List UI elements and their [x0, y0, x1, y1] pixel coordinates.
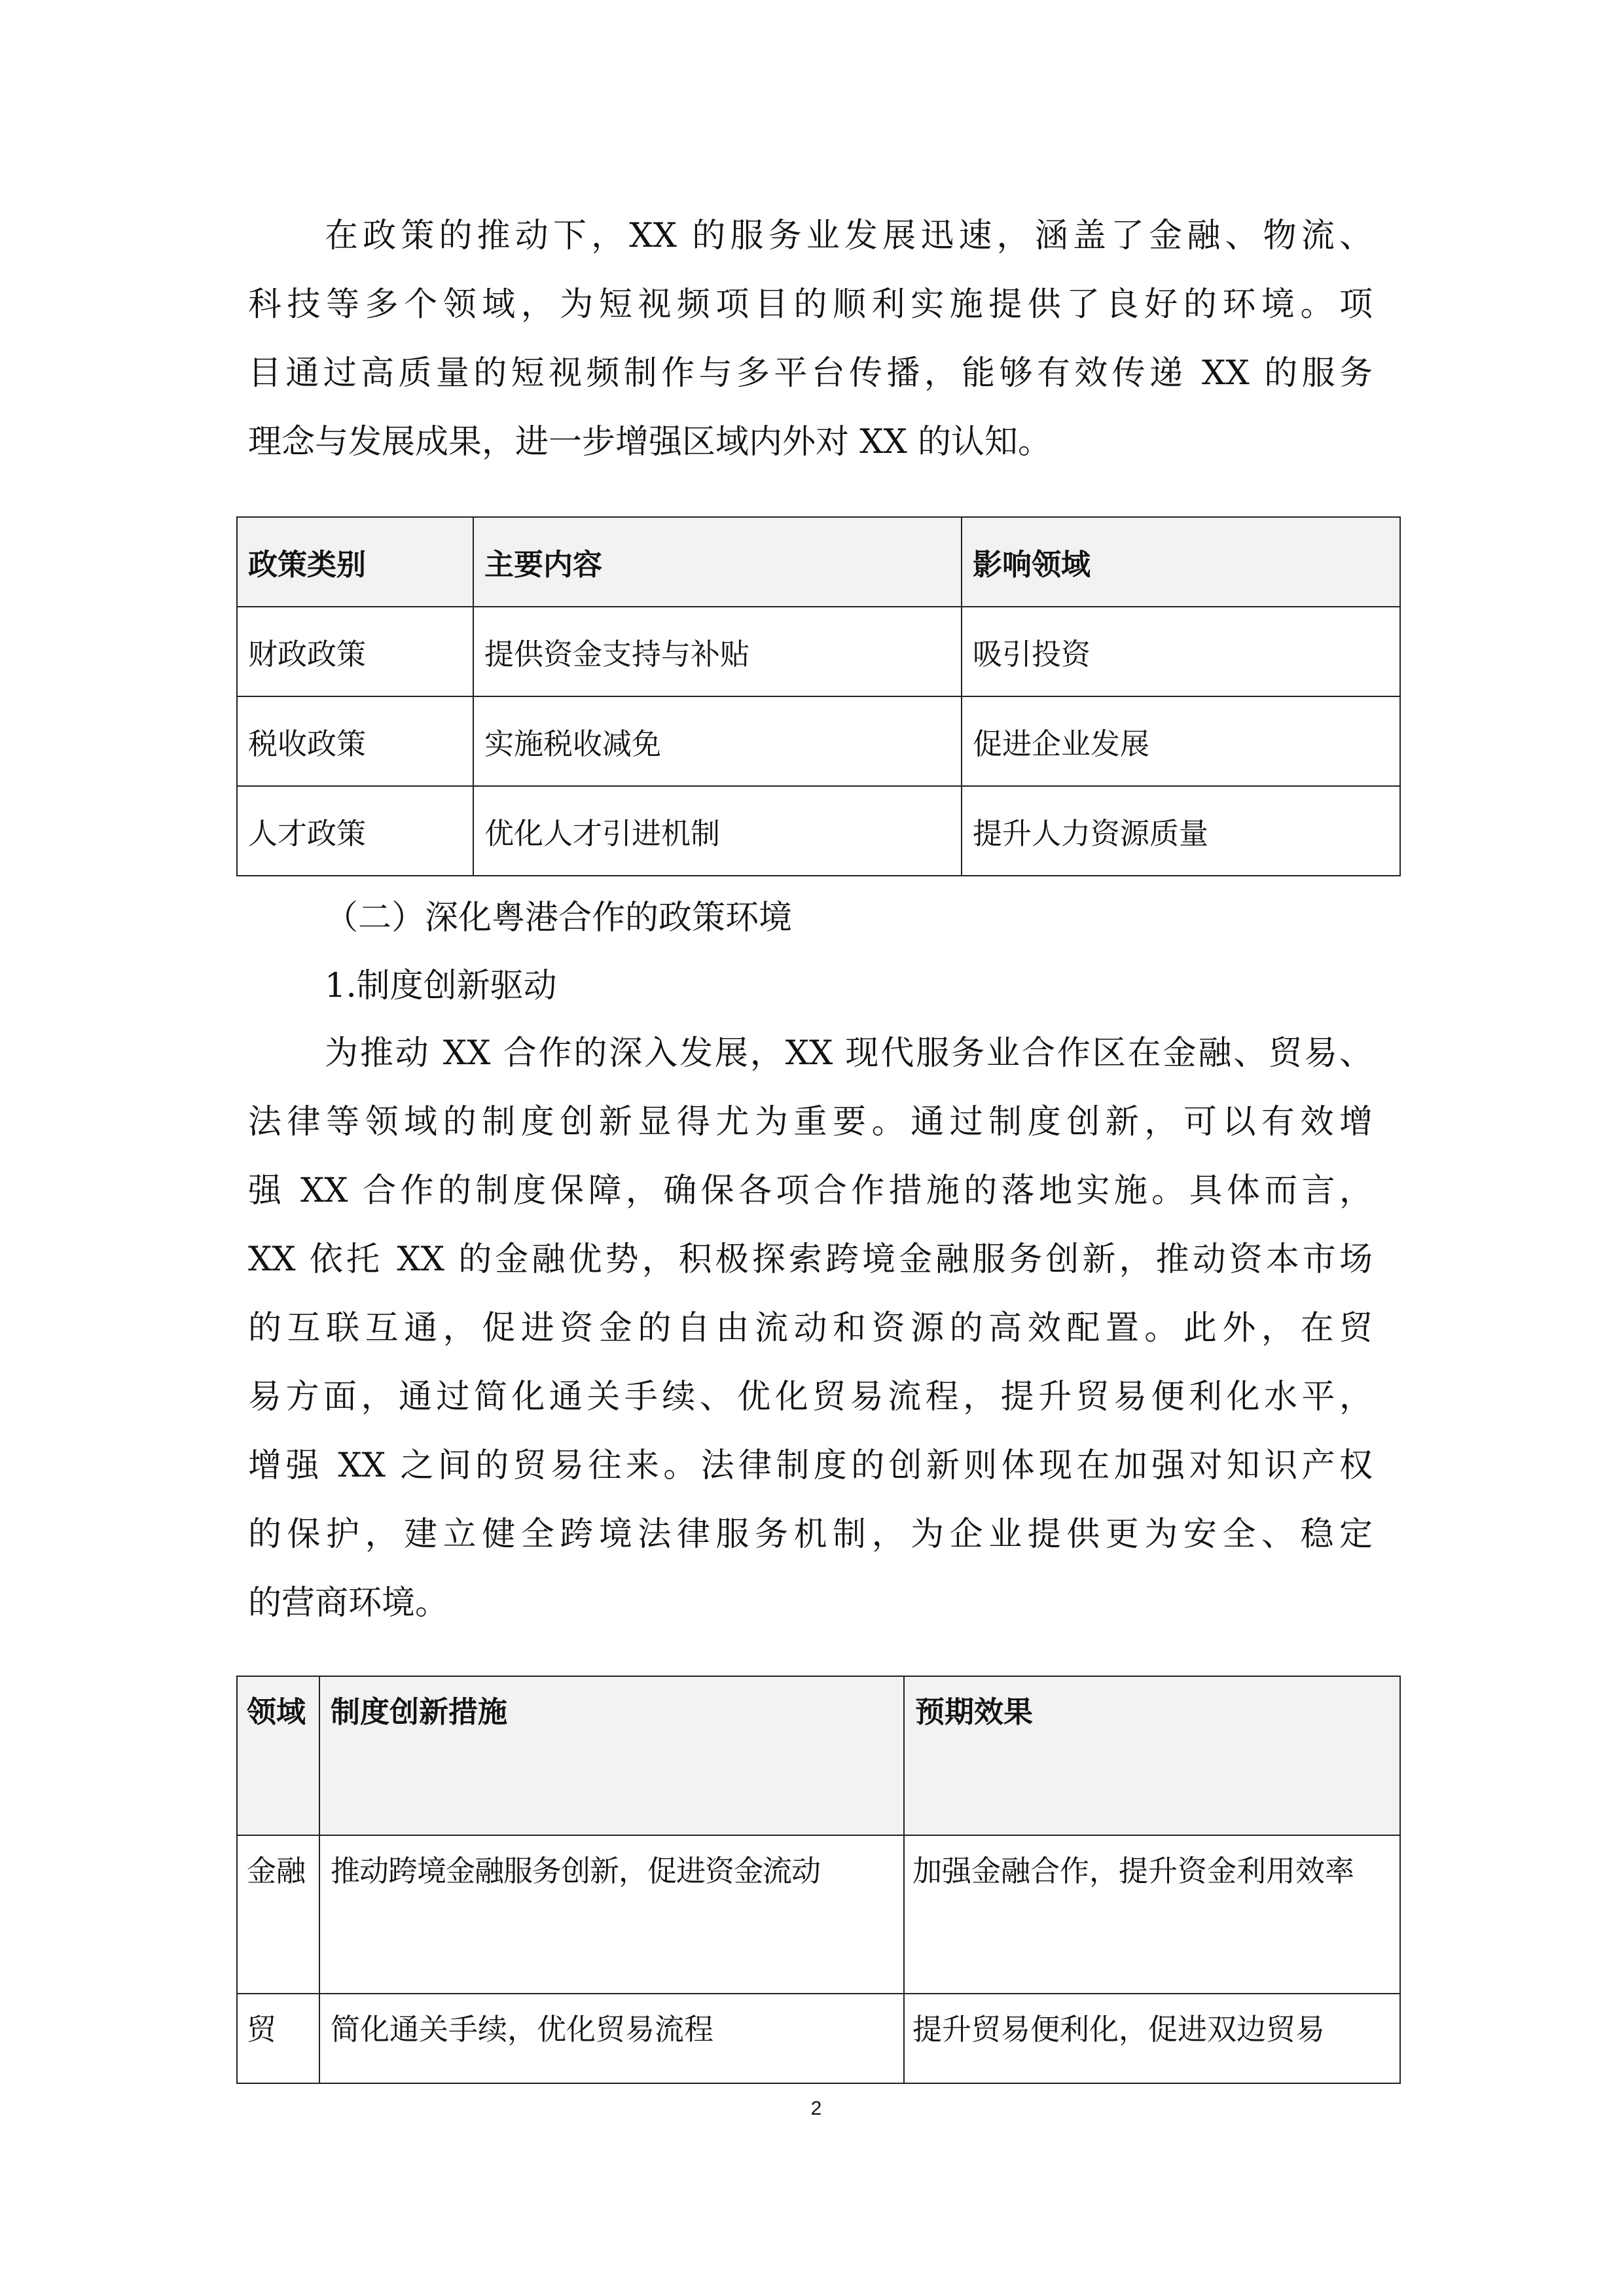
paragraph-line: 增强 XX 之间的贸易往来。法律制度的创新则体现在加强对知识产权 [248, 1446, 1373, 1485]
table-cell: 推动跨境金融服务创新，促进资金流动 [319, 1835, 904, 1994]
paragraph-line: 为推动 XX 合作的深入发展，XX 现代服务业合作区在金融、贸易、 [325, 1034, 1373, 1073]
table-cell: 提供资金支持与补贴 [473, 607, 962, 696]
subsection-heading: 1.制度创新驱动 [325, 967, 557, 1005]
table-cell: 吸引投资 [962, 607, 1400, 696]
header-cell: 领域 [237, 1676, 319, 1835]
table-cell: 提升人力资源质量 [962, 786, 1400, 876]
table-cell: 财政政策 [237, 607, 473, 696]
section-heading: （二）深化粤港合作的政策环境 [325, 899, 793, 937]
table-cell: 金融 [237, 1835, 319, 1994]
paragraph-line: 在政策的推动下，XX 的服务业发展迅速，涵盖了金融、物流、 [325, 217, 1373, 255]
table-header-row [237, 1676, 1400, 1835]
paragraph-line: 理念与发展成果，进一步增强区域内外对 XX 的认知。 [248, 423, 1052, 461]
table-cell: 简化通关手续，优化贸易流程 [319, 1994, 904, 2083]
table-row [237, 696, 1400, 786]
paragraph-line: 的保护，建立健全跨境法律服务机制，为企业提供更为安全、稳定 [248, 1515, 1373, 1554]
paragraph-line: XX 依托 XX 的金融优势，积极探索跨境金融服务创新，推动资本市场 [248, 1240, 1373, 1279]
table-cell: 加强金融合作，提升资金利用效率 [904, 1835, 1400, 1994]
table-cell: 实施税收减免 [473, 696, 962, 786]
policy-table [236, 516, 1401, 876]
table-cell: 提升贸易便利化，促进双边贸易 [904, 1994, 1400, 2083]
header-cell: 政策类别 [237, 517, 473, 607]
header-cell: 主要内容 [473, 517, 962, 607]
table-cell: 优化人才引进机制 [473, 786, 962, 876]
paragraph-line: 的互联互通，促进资金的自由流动和资源的高效配置。此外，在贸 [248, 1309, 1373, 1348]
paragraph-line: 易方面，通过简化通关手续、优化贸易流程，提升贸易便利化水平， [248, 1378, 1373, 1416]
table-cell: 税收政策 [237, 696, 473, 786]
table-row [237, 1994, 1400, 2083]
table-header-row [237, 517, 1400, 607]
paragraph-line: 强 XX 合作的制度保障，确保各项合作措施的落地实施。具体而言， [248, 1172, 1373, 1210]
header-cell: 制度创新措施 [319, 1676, 904, 1835]
institutional-innovation-table [236, 1676, 1401, 2084]
paragraph-line: 科技等多个领域，为短视频项目的顺利实施提供了良好的环境。项 [248, 285, 1373, 324]
table-cell: 人才政策 [237, 786, 473, 876]
paragraph-line: 法律等领域的制度创新显得尤为重要。通过制度创新，可以有效增 [248, 1103, 1373, 1141]
paragraph-line: 的营商环境。 [248, 1584, 449, 1623]
table-cell: 促进企业发展 [962, 696, 1400, 786]
header-cell: 影响领域 [962, 517, 1400, 607]
table-cell: 贸 [237, 1994, 319, 2083]
header-cell: 预期效果 [904, 1676, 1400, 1835]
paragraph-line: 目通过高质量的短视频制作与多平台传播，能够有效传递 XX 的服务 [248, 354, 1373, 393]
page-number: 2 [810, 2098, 822, 2119]
body-paragraph [248, 1019, 1373, 1638]
table-row [237, 786, 1400, 876]
table-row [237, 607, 1400, 696]
intro-paragraph [248, 202, 1373, 476]
table-row [237, 1835, 1400, 1994]
